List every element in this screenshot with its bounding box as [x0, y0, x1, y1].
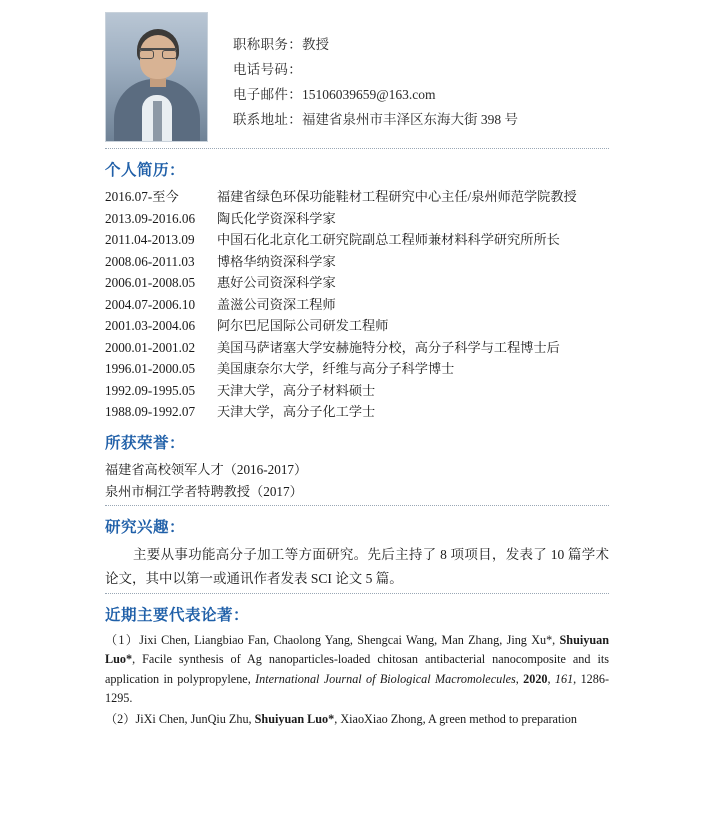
resume-date: 2016.07-至今 — [105, 189, 179, 204]
resume-date: 2004.07-2006.10 — [105, 296, 196, 312]
list-item — [105, 251, 609, 273]
list-item — [105, 358, 609, 380]
contact-label-address: 联系地址： — [233, 112, 302, 127]
pub-journal: International Journal of Biological Macromolecules — [255, 671, 516, 686]
list-item — [105, 337, 609, 359]
resume-list — [105, 186, 609, 423]
pub-author-highlight: Shuiyuan Luo* — [105, 632, 609, 666]
resume-text: 惠好公司资深科学家 — [217, 275, 336, 290]
list-item — [105, 272, 609, 294]
divider-after-interests — [105, 593, 609, 595]
resume-text: 美国马萨诸塞大学安赫施特分校，高分子科学与工程博士后 — [217, 339, 560, 355]
contact-label-phone: 电话号码： — [233, 62, 302, 77]
contact-value-email: 15106039659@163.com — [302, 87, 436, 102]
resume-date: 2006.01-2008.05 — [105, 275, 196, 290]
section-title-resume: 个人简历： — [105, 162, 186, 179]
resume-date: 1992.09-1995.05 — [105, 382, 196, 398]
resume-date: 2008.06-2011.03 — [105, 253, 195, 269]
pub-pages: 1286-1295. — [105, 671, 609, 705]
pub-year: 2020 — [523, 671, 548, 686]
list-item — [105, 315, 609, 337]
list-item — [105, 229, 609, 251]
contact-row-title — [233, 32, 518, 57]
pub-title: , XiaoXiao Zhong, A green method to preparation — [334, 711, 577, 726]
contact-info — [233, 12, 518, 132]
contact-label-email: 电子邮件： — [233, 87, 302, 102]
contact-label-title: 职称职务： — [233, 37, 302, 52]
portrait-photo — [105, 12, 208, 142]
divider-after-header — [105, 148, 609, 150]
list-item — [105, 710, 609, 730]
pub-number: （2） — [105, 711, 136, 726]
section-title-interests: 研究兴趣： — [105, 518, 186, 536]
list-item: 泉州市桐江学者特聘教授（2017） — [105, 483, 303, 499]
resume-date: 1988.09-1992.07 — [105, 404, 196, 419]
resume-text: 天津大学，高分子材料硕士 — [217, 382, 376, 398]
resume-text: 陶氏化学资深科学家 — [217, 210, 336, 226]
list-item: 福建省高校领军人才（2016-2017） — [105, 461, 308, 477]
pub-number: （1） — [105, 632, 140, 647]
section-title-honors: 所获荣誉： — [105, 434, 186, 452]
contact-row-address — [233, 107, 518, 132]
honors-list — [105, 459, 609, 503]
list-item — [105, 208, 609, 230]
resume-date: 2011.04-2013.09 — [105, 232, 195, 247]
pub-title: , Facile synthesis of Ag nanoparticles-loaded chitosan antibacterial nanocomposite and its application in polypropylene, — [105, 652, 609, 686]
resume-text: 天津大学，高分子化工学士 — [217, 404, 376, 419]
list-item — [105, 380, 609, 402]
pub-author-highlight: Shuiyuan Luo* — [254, 711, 335, 726]
pub-authors: Jixi Chen, Liangbiao Fan, Chaolong Yang, Shengcai Wang, Man Zhang, Jing Xu*, — [139, 632, 560, 647]
profile-header — [0, 8, 714, 142]
resume-date: 2000.01-2001.02 — [105, 339, 196, 355]
resume-text: 中国石化北京化工研究院副总工程师兼材料科学研究所所长 — [217, 232, 560, 247]
list-item: （1）Jixi Chen, Liangbiao Fan, Chaolong Yang, Shengcai Wang, Man Zhang, Jing Xu*, Shuiyuan Luo*, Facile synthesis of Ag nanoparticles-loaded chitosan antibacterial nanocomposite and its application in polypropylene, International Journal of Biological Macromolecules, 2020, 161, 1286-1295. — [105, 632, 609, 705]
list-item — [105, 401, 609, 423]
interests-text: 主要从事功能高分子加工等方面研究。先后主持了 8 项项目，发表了 10 篇学术论文，其中以第一或通讯作者发表 SCI 论文 5 篇。 — [105, 546, 609, 586]
resume-text: 博格华纳资深科学家 — [217, 253, 336, 269]
resume-text: 阿尔巴尼国际公司研发工程师 — [217, 318, 389, 333]
list-item — [105, 186, 609, 208]
resume-date: 1996.01-2000.05 — [105, 361, 196, 376]
resume-date: 2001.03-2004.06 — [105, 318, 196, 333]
resume-text: 盖滋公司资深工程师 — [217, 296, 336, 312]
resume-text: 美国康奈尔大学，纤维与高分子科学博士 — [217, 361, 455, 376]
divider-after-honors — [105, 505, 609, 507]
publications-list — [105, 631, 609, 730]
contact-value-title: 教授 — [302, 37, 329, 52]
list-item — [105, 294, 609, 316]
section-title-publications: 近期主要代表论著： — [105, 606, 250, 624]
pub-volume: 161 — [554, 671, 574, 686]
contact-row-phone — [233, 57, 518, 82]
contact-row-email — [233, 82, 518, 107]
resume-date: 2013.09-2016.06 — [105, 210, 196, 226]
resume-text: 福建省绿色环保功能鞋材工程研究中心主任/泉州师范学院教授 — [217, 189, 577, 204]
contact-value-address: 福建省泉州市丰泽区东海大街 398 号 — [302, 112, 518, 127]
pub-authors: JiXi Chen, JunQiu Zhu, — [135, 711, 255, 726]
